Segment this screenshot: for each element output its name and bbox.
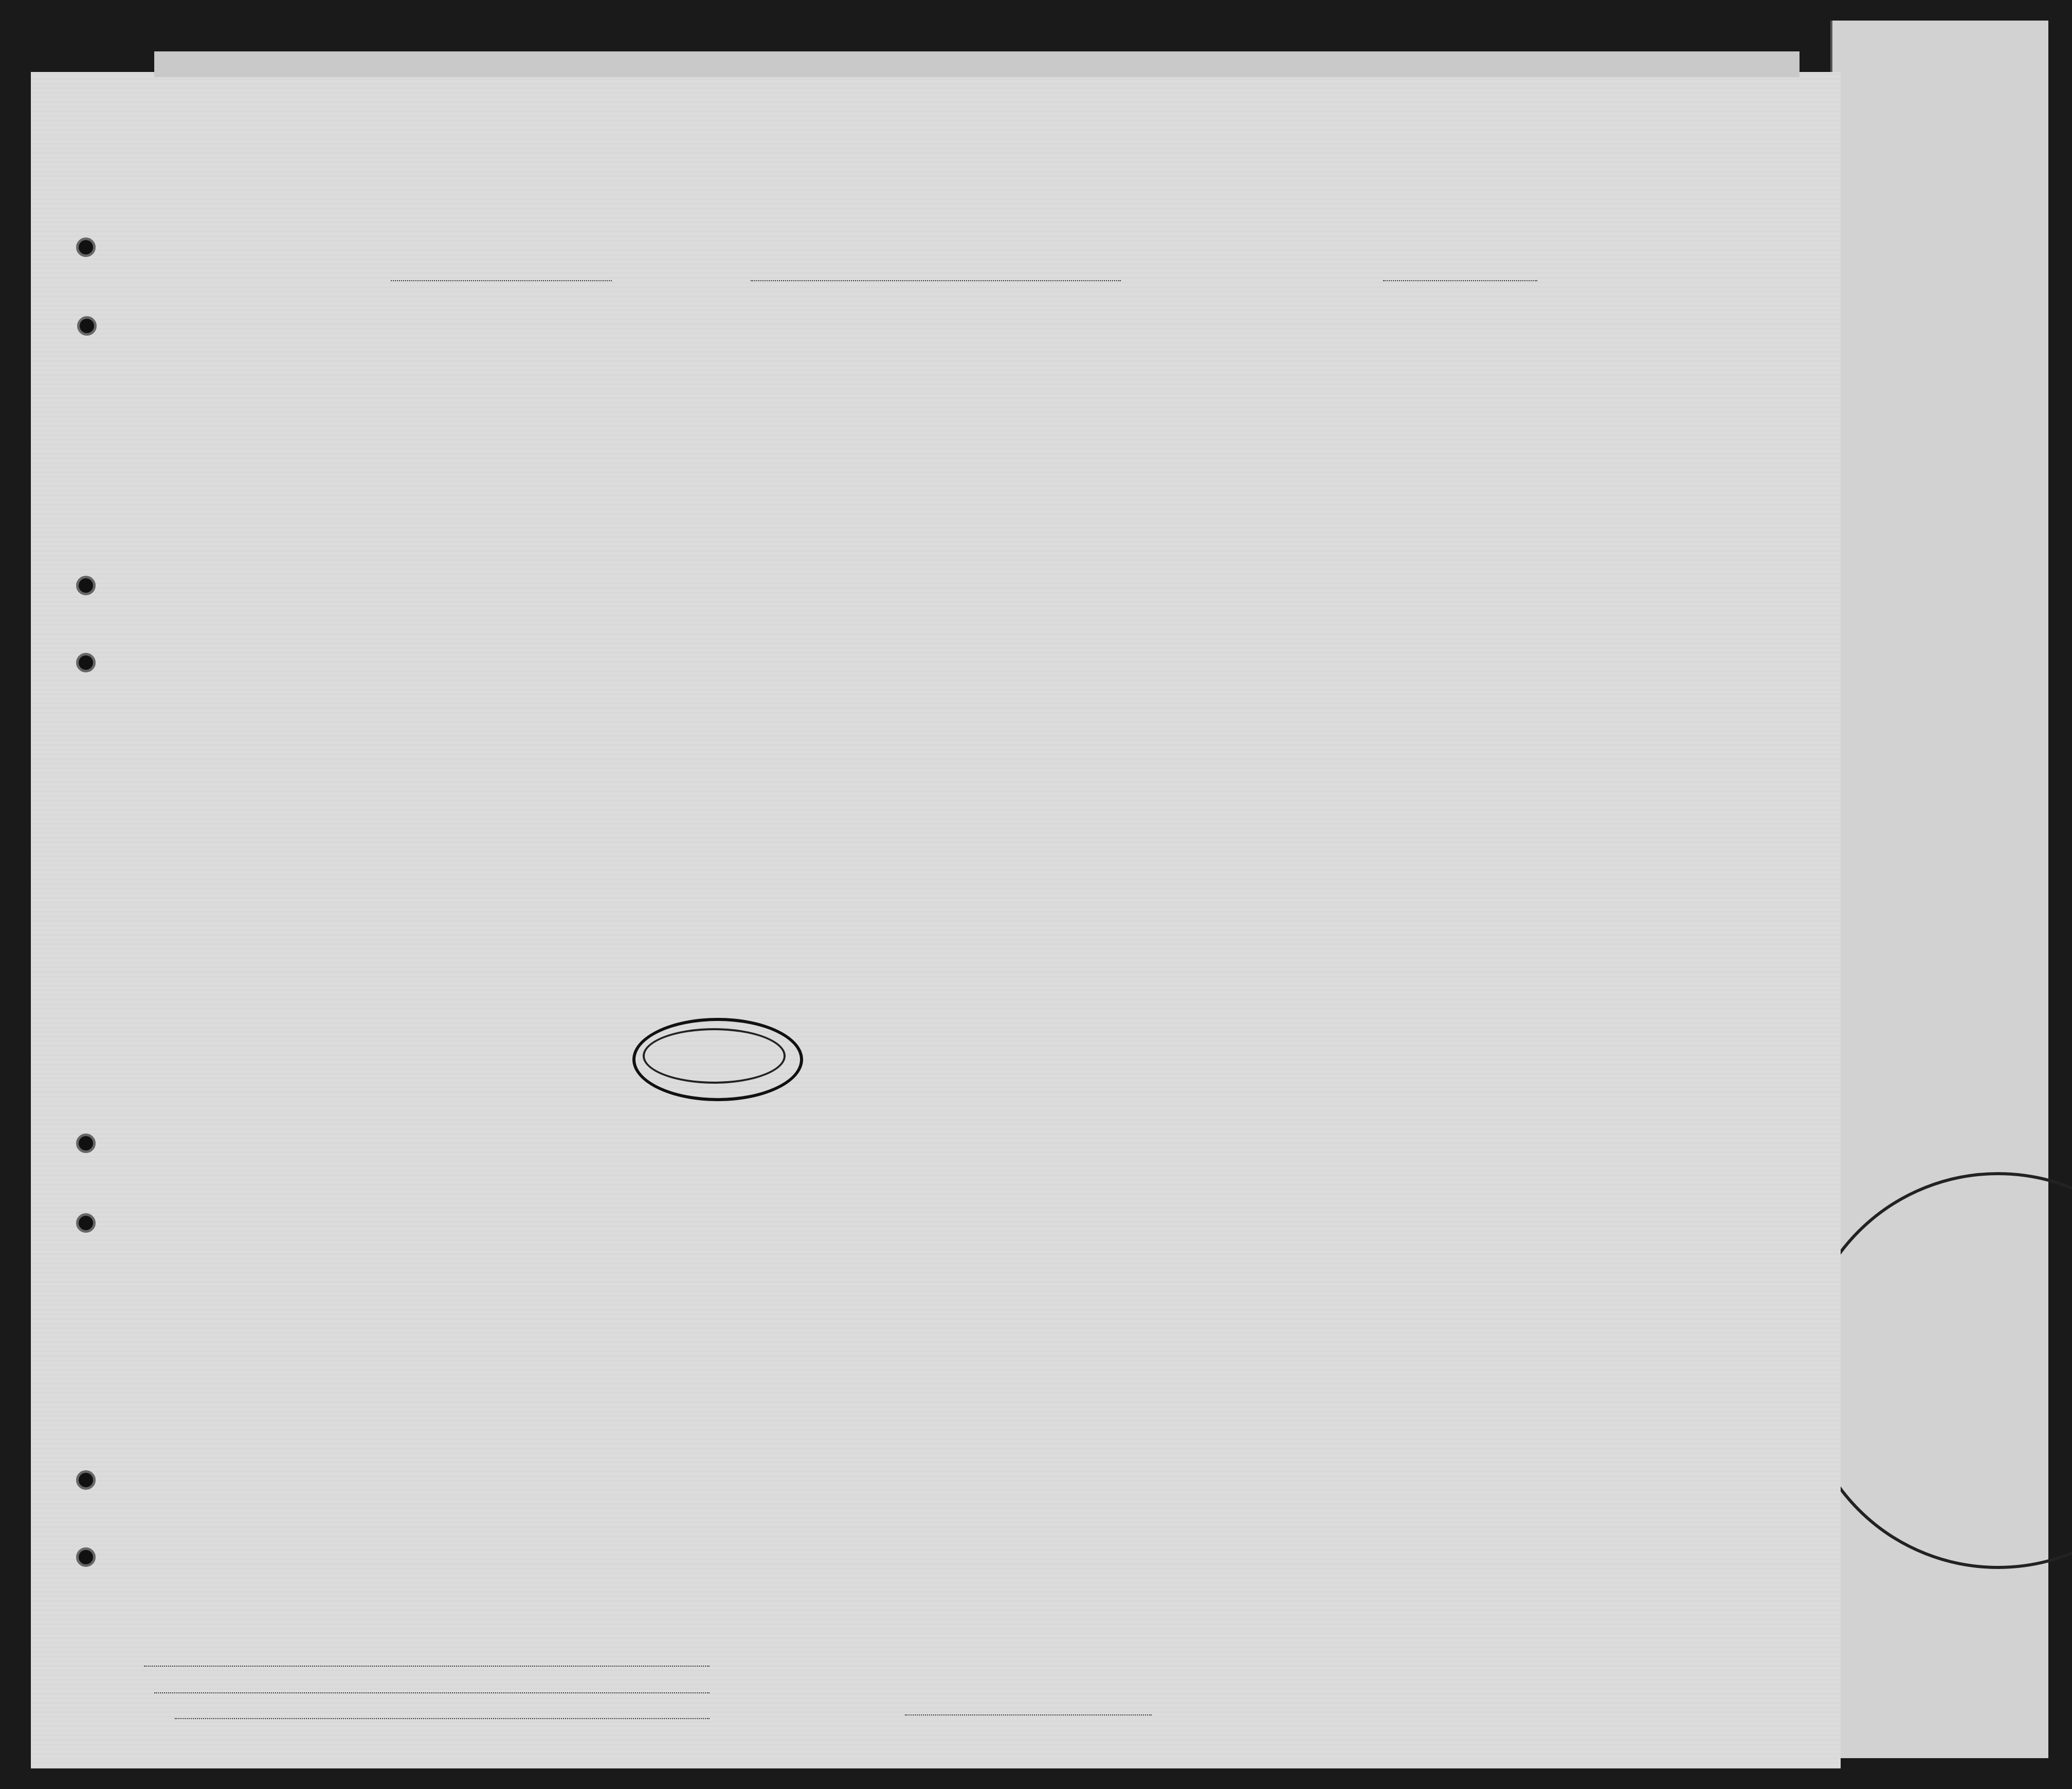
punch-hole [76,1547,96,1567]
owners-dotline [154,1692,710,1693]
punch-hole [77,316,97,336]
punch-hole [76,238,96,257]
office-stamp-inner [643,1028,786,1084]
punch-hole [76,653,96,672]
punch-hole [76,1470,96,1490]
agents-dotline [175,1718,710,1719]
line-dotline [144,1666,710,1667]
punch-hole [76,1213,96,1233]
punch-hole [76,576,96,595]
inspector-dotline [905,1714,1152,1715]
punch-hole [76,1134,96,1153]
